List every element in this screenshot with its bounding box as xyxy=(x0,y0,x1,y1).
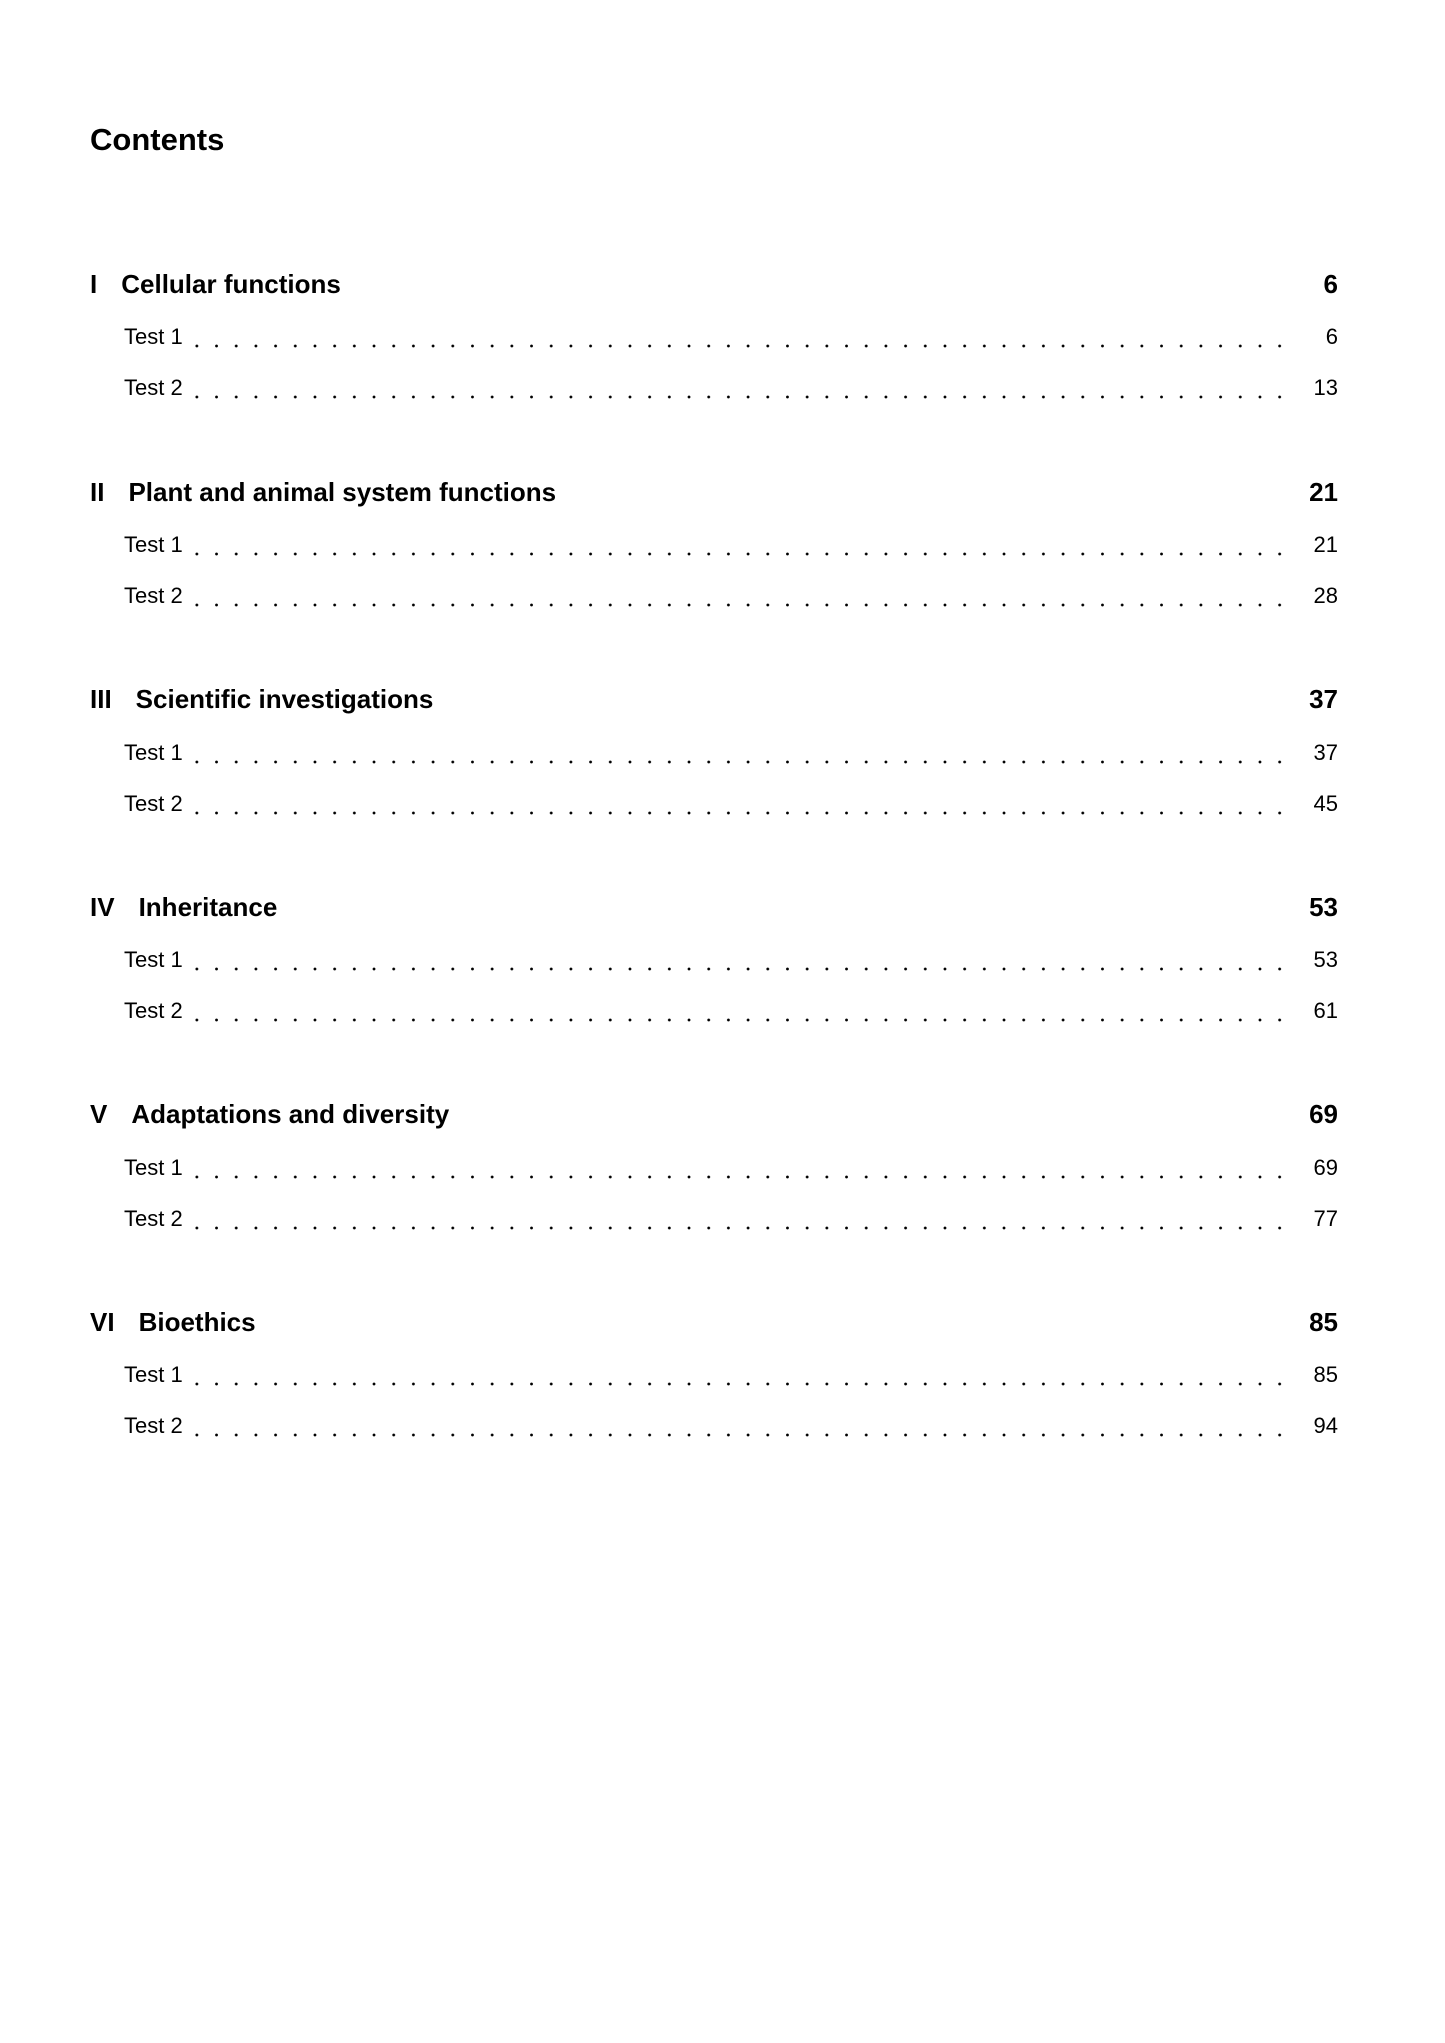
toc-entry-link[interactable] xyxy=(90,991,1338,1031)
part-heading-link[interactable] xyxy=(90,679,1338,719)
part-page-number: 53 xyxy=(1309,891,1338,922)
toc-entry-link[interactable] xyxy=(90,1199,1338,1239)
entry-page-number: 53 xyxy=(1290,940,1338,980)
entry-label: Test 1 xyxy=(124,1148,187,1188)
part-title: Cellular functions xyxy=(121,269,341,299)
part-page-number: 37 xyxy=(1309,684,1338,715)
dot-leader xyxy=(187,760,1290,764)
entry-page-number: 28 xyxy=(1290,576,1338,616)
entry-page-number: 61 xyxy=(1290,991,1338,1031)
dot-leader xyxy=(187,1226,1290,1230)
entry-page-number: 77 xyxy=(1290,1199,1338,1239)
dot-leader xyxy=(187,552,1290,556)
part-numeral: IV xyxy=(90,891,115,922)
part-page-number: 69 xyxy=(1309,1099,1338,1130)
toc-entry-link[interactable] xyxy=(90,1355,1338,1395)
dot-leader xyxy=(187,811,1290,815)
part-numeral: III xyxy=(90,684,112,715)
toc-part xyxy=(90,472,1338,616)
part-heading-link[interactable] xyxy=(90,1094,1338,1134)
part-numeral: VI xyxy=(90,1306,115,1337)
entry-page-number: 13 xyxy=(1290,368,1338,408)
dot-leader xyxy=(187,344,1290,348)
dot-leader xyxy=(187,395,1290,399)
dot-leader xyxy=(187,967,1290,971)
part-numeral: II xyxy=(90,476,105,507)
part-page-number: 85 xyxy=(1309,1306,1338,1337)
entry-page-number: 37 xyxy=(1290,733,1338,773)
toc-entry-link[interactable] xyxy=(90,576,1338,616)
entry-page-number: 94 xyxy=(1290,1406,1338,1446)
entry-page-number: 69 xyxy=(1290,1148,1338,1188)
part-title: Adaptations and diversity xyxy=(131,1099,450,1130)
part-heading-link[interactable] xyxy=(90,472,1338,512)
toc-part xyxy=(90,1302,1338,1446)
dot-leader xyxy=(187,1175,1290,1179)
entry-label: Test 2 xyxy=(124,368,187,408)
part-title: Bioethics xyxy=(138,1306,256,1337)
entry-page-number: 6 xyxy=(1290,317,1338,357)
contents-page xyxy=(90,120,1338,1446)
part-title: Plant and animal system functions xyxy=(128,476,557,507)
entry-label: Test 2 xyxy=(124,1199,187,1239)
part-heading-link[interactable] xyxy=(90,1302,1338,1342)
toc-entry-link[interactable] xyxy=(90,940,1338,980)
entry-label: Test 1 xyxy=(124,1355,187,1395)
entry-label: Test 1 xyxy=(124,317,187,357)
toc-entry-link[interactable] xyxy=(90,317,1338,357)
entry-label: Test 2 xyxy=(124,784,187,824)
part-title: Scientific investigations xyxy=(135,684,434,715)
entry-label: Test 1 xyxy=(124,525,187,565)
dot-leader xyxy=(187,1382,1290,1386)
toc-entry-link[interactable] xyxy=(90,1148,1338,1188)
table-of-contents xyxy=(90,264,1338,1446)
toc-entry-link[interactable] xyxy=(90,368,1338,408)
entry-label: Test 1 xyxy=(124,940,187,980)
part-heading-link[interactable] xyxy=(90,887,1338,927)
entry-label: Test 2 xyxy=(124,576,187,616)
dot-leader xyxy=(187,1018,1290,1022)
page-title: Contents xyxy=(90,122,225,157)
part-heading-link[interactable] xyxy=(90,264,1338,304)
entry-label: Test 2 xyxy=(124,1406,187,1446)
part-title: Inheritance xyxy=(138,891,278,922)
part-page-number: 6 xyxy=(1323,269,1338,299)
part-numeral: I xyxy=(90,269,98,299)
entry-label: Test 1 xyxy=(124,733,187,773)
toc-part xyxy=(90,1094,1338,1238)
toc-part xyxy=(90,679,1338,823)
entry-page-number: 45 xyxy=(1290,784,1338,824)
entry-label: Test 2 xyxy=(124,991,187,1031)
toc-entry-link[interactable] xyxy=(90,784,1338,824)
toc-entry-link[interactable] xyxy=(90,1406,1338,1446)
dot-leader xyxy=(187,603,1290,607)
part-page-number: 21 xyxy=(1309,476,1338,507)
toc-part xyxy=(90,264,1338,408)
toc-part xyxy=(90,887,1338,1031)
part-numeral: V xyxy=(90,1099,108,1130)
entry-page-number: 85 xyxy=(1290,1355,1338,1395)
toc-entry-link[interactable] xyxy=(90,733,1338,773)
dot-leader xyxy=(187,1433,1290,1437)
toc-entry-link[interactable] xyxy=(90,525,1338,565)
entry-page-number: 21 xyxy=(1290,525,1338,565)
